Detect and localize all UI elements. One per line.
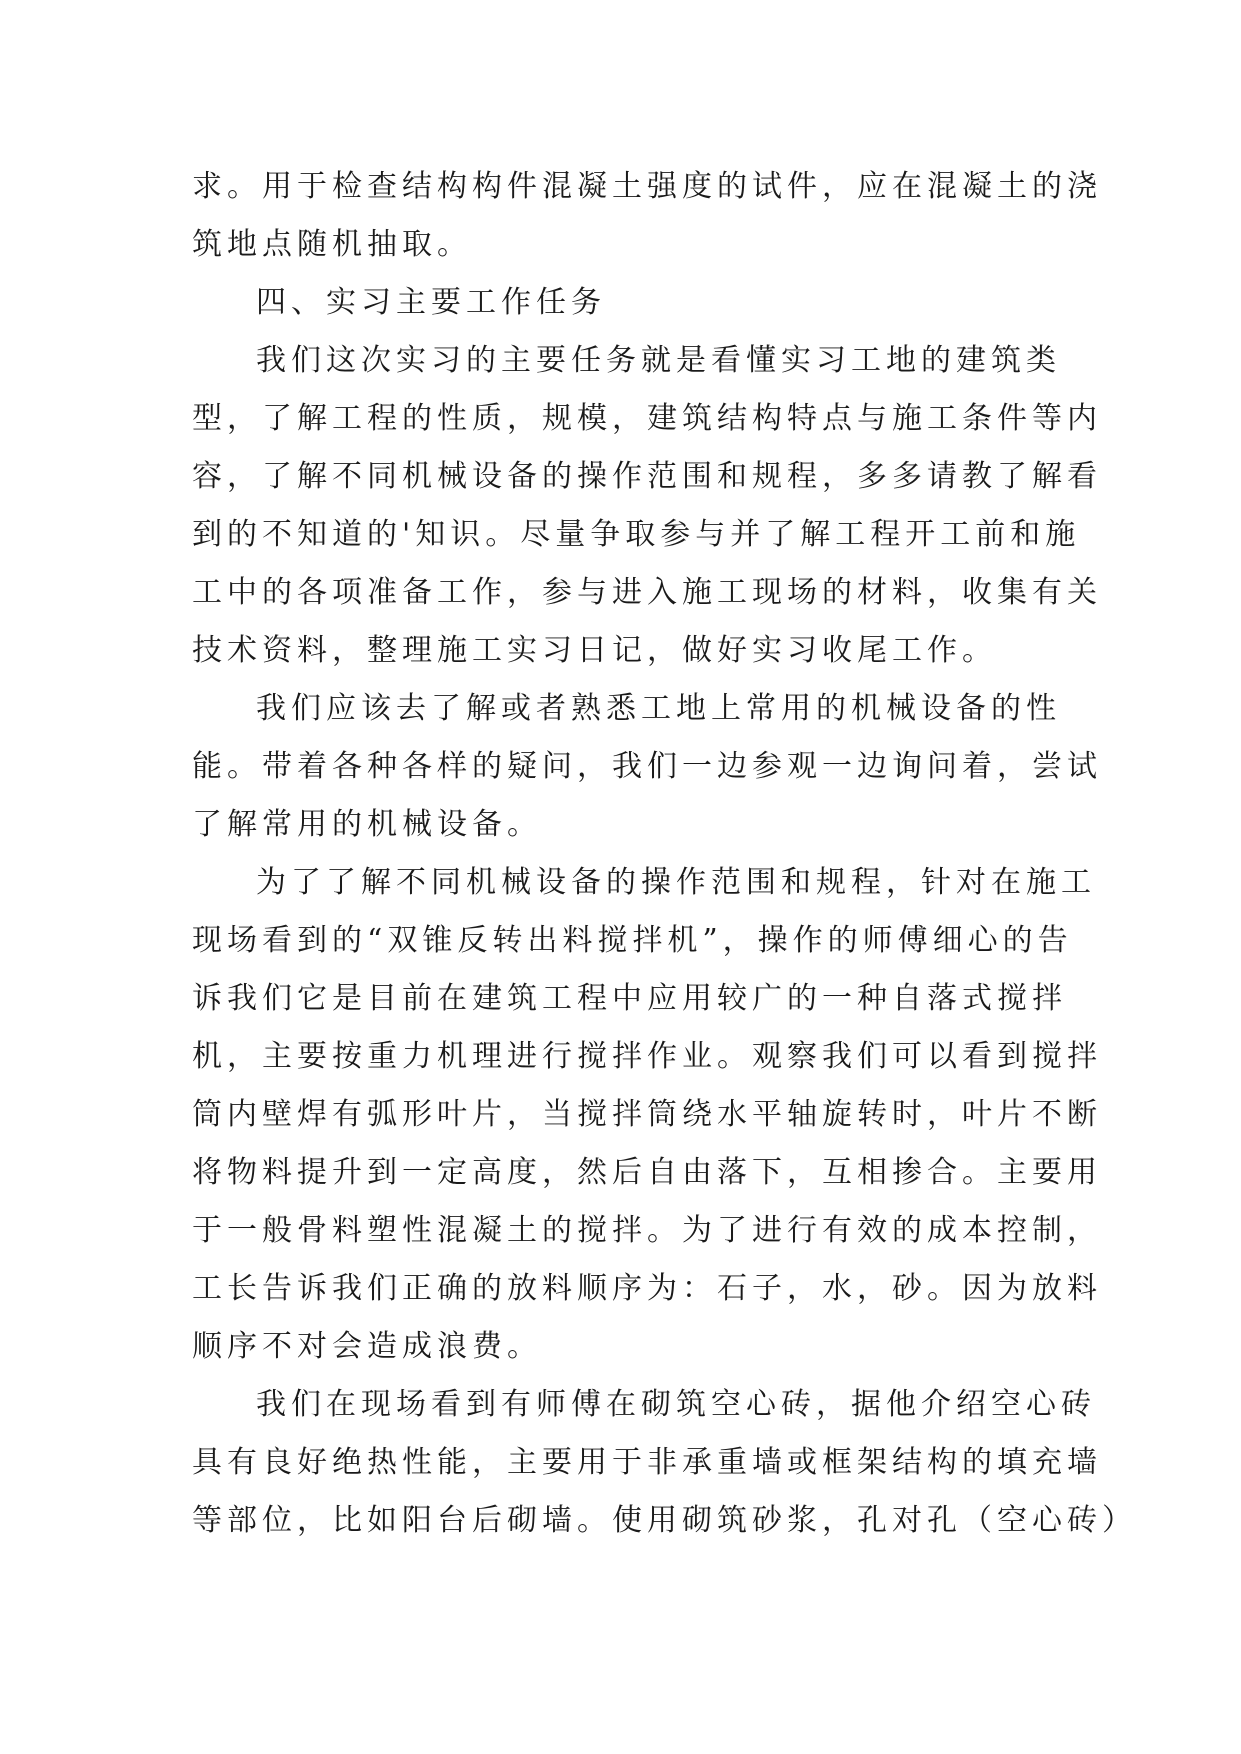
paragraph-start-line: 我们应该去了解或者熟悉工地上常用的机械设备的性	[256, 691, 1061, 726]
text-line: 现场看到的“双锥反转出料搅拌机”，操作的师傅细心的告	[192, 923, 1073, 958]
text-line: 等部位，比如阳台后砌墙。使用砌筑砂浆，孔对孔（空心砖）	[192, 1503, 1137, 1538]
text-line: 诉我们它是目前在建筑工程中应用较广的一种自落式搅拌	[192, 981, 1067, 1016]
text-line: 工中的各项准备工作，参与进入施工现场的材料，收集有关	[192, 575, 1102, 610]
text-line: 筒内壁焊有弧形叶片，当搅拌筒绕水平轴旋转时，叶片不断	[192, 1097, 1102, 1132]
text-line: 到的不知道的'知识。尽量争取参与并了解工程开工前和施	[192, 517, 1081, 552]
text-line: 工长告诉我们正确的放料顺序为：石子，水，砂。因为放料	[192, 1271, 1102, 1306]
text-line: 机，主要按重力机理进行搅拌作业。观察我们可以看到搅拌	[192, 1039, 1102, 1074]
text-line: 筑地点随机抽取。	[192, 227, 472, 262]
text-line: 于一般骨料塑性混凝土的搅拌。为了进行有效的成本控制，	[192, 1213, 1102, 1248]
text-line: 技术资料，整理施工实习日记，做好实习收尾工作。	[192, 633, 997, 668]
text-line: 了解常用的机械设备。	[192, 807, 542, 842]
text-line: 求。用于检查结构构件混凝土强度的试件，应在混凝土的浇	[192, 169, 1102, 204]
text-line: 具有良好绝热性能，主要用于非承重墙或框架结构的填充墙	[192, 1445, 1102, 1480]
section-heading: 四、实习主要工作任务	[256, 285, 606, 320]
text-line: 能。带着各种各样的疑问，我们一边参观一边询问着，尝试	[192, 749, 1102, 784]
text-line: 顺序不对会造成浪费。	[192, 1329, 542, 1364]
text-line: 容，了解不同机械设备的操作范围和规程，多多请教了解看	[192, 459, 1102, 494]
document-body	[192, 158, 1137, 1550]
paragraph-start-line: 我们在现场看到有师傅在砌筑空心砖，据他介绍空心砖	[256, 1387, 1096, 1422]
paragraph-start-line: 我们这次实习的主要任务就是看懂实习工地的建筑类	[256, 343, 1061, 378]
paragraph-start-line: 为了了解不同机械设备的操作范围和规程，针对在施工	[256, 865, 1096, 900]
text-line: 将物料提升到一定高度，然后自由落下，互相掺合。主要用	[192, 1155, 1102, 1190]
text-line: 型，了解工程的性质，规模，建筑结构特点与施工条件等内	[192, 401, 1102, 436]
